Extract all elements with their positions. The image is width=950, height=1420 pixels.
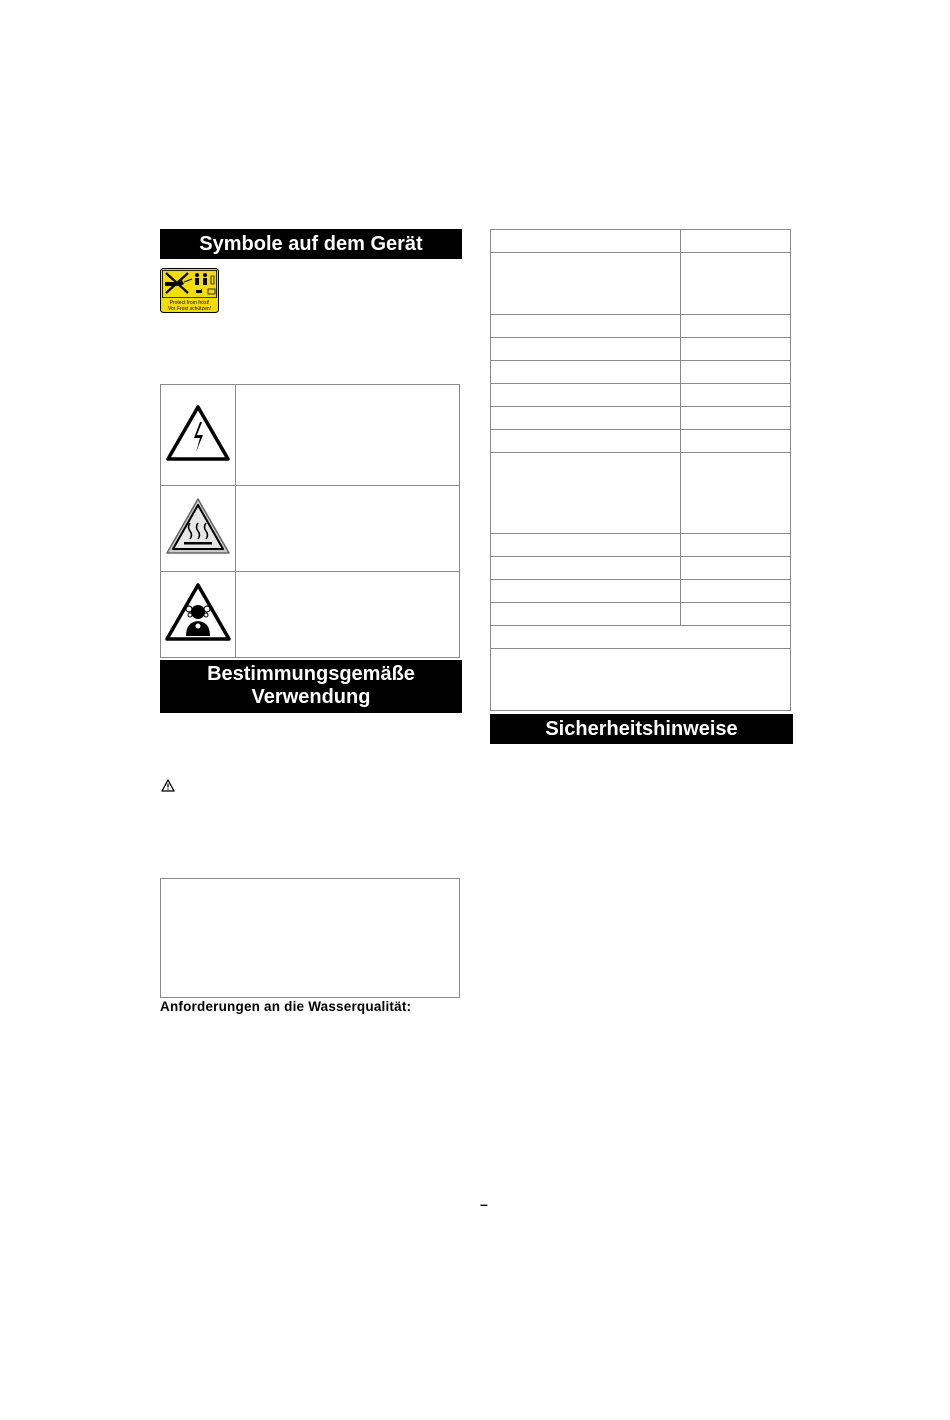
table-row bbox=[491, 626, 791, 649]
table-row bbox=[491, 338, 791, 361]
heading-intended-use-line1: Bestimmungsgemäße bbox=[207, 663, 415, 685]
note-box bbox=[160, 878, 460, 998]
heading-intended-use bbox=[160, 660, 462, 713]
table-row bbox=[491, 384, 791, 407]
water-quality-heading: Anforderungen an die Wasserqualität: bbox=[160, 999, 412, 1014]
table-row bbox=[491, 453, 791, 534]
hot-surface-warning-icon bbox=[165, 497, 231, 555]
technical-data-table bbox=[490, 229, 791, 711]
table-row bbox=[491, 430, 791, 453]
warning-symbols-table bbox=[160, 384, 460, 658]
protect-from-frost-label-icon bbox=[160, 268, 219, 313]
svg-text:Protect from frost!: Protect from frost! bbox=[169, 300, 210, 306]
svg-text:Vor Frost schützen!: Vor Frost schützen! bbox=[167, 306, 212, 312]
table-row bbox=[161, 385, 460, 486]
electric-shock-warning-icon bbox=[165, 404, 231, 462]
heading-symbols: Symbole auf dem Gerät bbox=[160, 229, 462, 259]
table-row bbox=[491, 361, 791, 384]
respiratory-hazard-warning-icon bbox=[165, 582, 231, 642]
table-row bbox=[491, 315, 791, 338]
table-row bbox=[491, 580, 791, 603]
small-warning-icon bbox=[161, 779, 175, 792]
table-row bbox=[491, 603, 791, 626]
heading-intended-use-line2: Verwendung bbox=[251, 686, 371, 708]
table-row bbox=[161, 572, 460, 658]
table-row bbox=[491, 230, 791, 253]
table-row bbox=[491, 253, 791, 315]
table-row bbox=[491, 407, 791, 430]
table-row bbox=[491, 557, 791, 580]
heading-safety: Sicherheitshinweise bbox=[490, 714, 793, 744]
table-row bbox=[491, 534, 791, 557]
page-number: – bbox=[480, 1196, 488, 1212]
table-row bbox=[491, 649, 791, 711]
table-row bbox=[161, 486, 460, 572]
